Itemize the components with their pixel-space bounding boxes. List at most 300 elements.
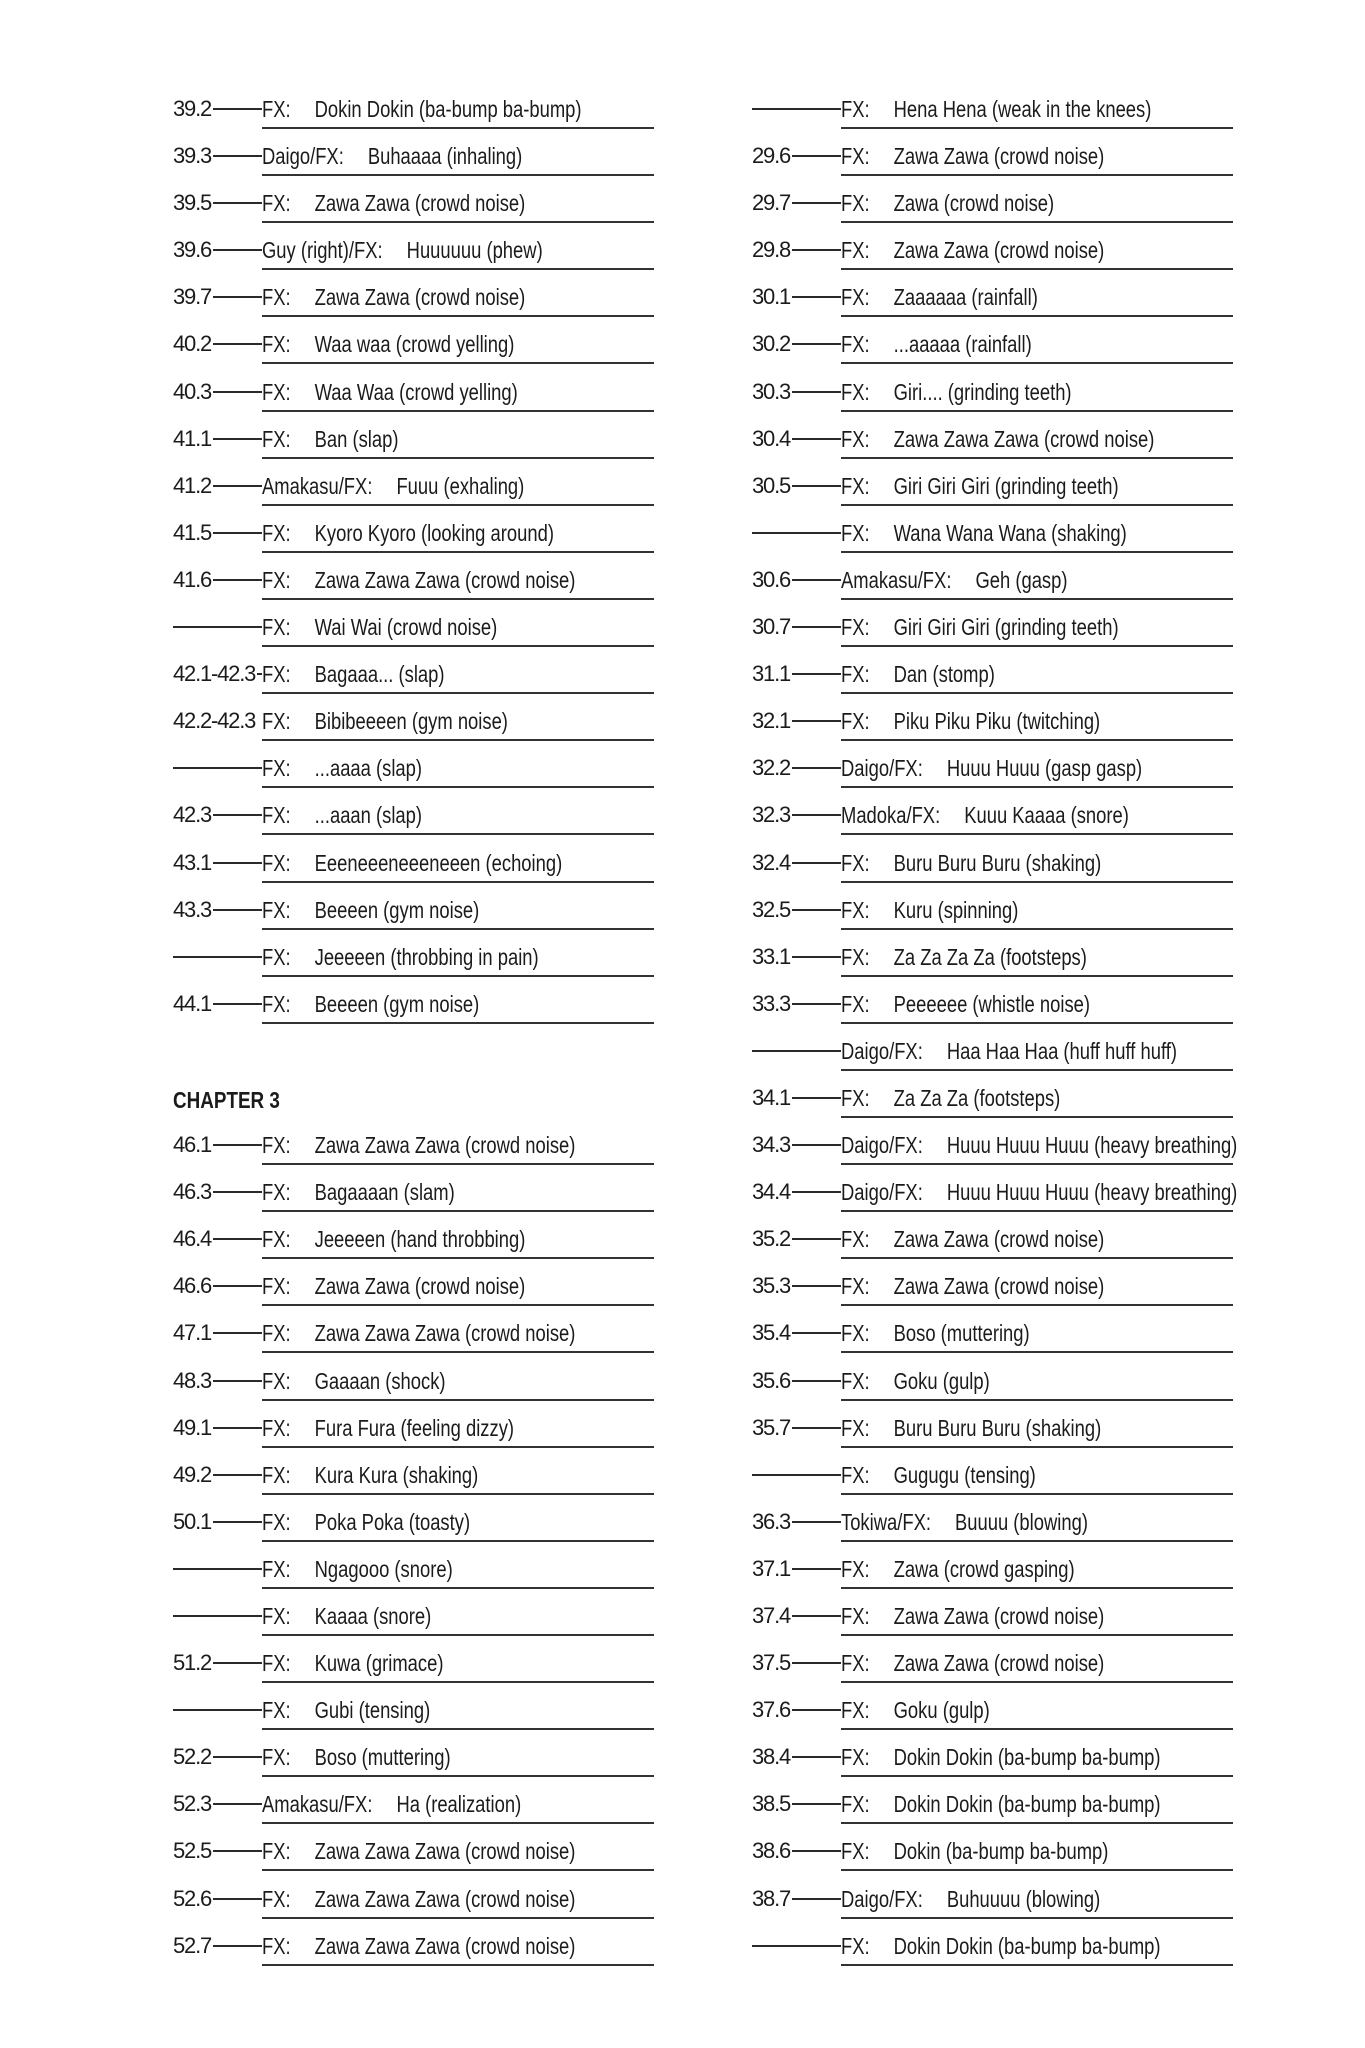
sfx-entry xyxy=(262,1460,654,1495)
leader-line xyxy=(792,1709,841,1711)
sfx-entry-row xyxy=(752,377,1233,424)
page-panel-ref xyxy=(173,942,262,972)
page-panel-ref xyxy=(173,1601,262,1631)
panel-number: 30.1 xyxy=(752,284,791,310)
sfx-entry-text xyxy=(262,237,543,264)
page-panel-ref xyxy=(752,329,841,359)
speaker-label: FX: xyxy=(262,1744,291,1771)
speaker-label: FX: xyxy=(262,896,291,923)
sfx-entry xyxy=(262,659,654,694)
sfx-translation: Zawa Zawa Zawa (crowd noise) xyxy=(314,1132,576,1159)
page-panel-ref xyxy=(752,753,841,783)
sfx-entry-row xyxy=(752,612,1233,659)
sfx-translation: Huuuuuu (phew) xyxy=(406,237,543,264)
speaker-label: FX: xyxy=(262,1132,291,1159)
panel-number: 30.3 xyxy=(752,378,791,404)
sfx-entry-text xyxy=(841,897,1018,924)
leader-line xyxy=(213,1191,262,1193)
leader-line xyxy=(792,1850,841,1852)
sfx-entry-text xyxy=(262,473,524,500)
sfx-entry-row xyxy=(752,1083,1233,1130)
sfx-entry-text xyxy=(841,991,1090,1018)
sfx-translation: Zawa Zawa Zawa (crowd noise) xyxy=(314,566,576,593)
sfx-translation: Haa Haa Haa (huff huff huff) xyxy=(946,1037,1177,1064)
leader-line xyxy=(792,1756,841,1758)
panel-number: 47.1 xyxy=(173,1320,212,1346)
leader-line xyxy=(752,1474,841,1476)
sfx-translation: Buhaaaa (inhaling) xyxy=(367,143,523,170)
sfx-entry-row xyxy=(752,659,1233,706)
sfx-entry xyxy=(841,235,1233,270)
speaker-label: FX: xyxy=(262,566,291,593)
panel-number: 29.7 xyxy=(752,190,791,216)
panel-number: 36.3 xyxy=(752,1508,791,1534)
sfx-entry xyxy=(841,518,1233,553)
leader-line xyxy=(213,1521,262,1523)
page-panel-ref xyxy=(752,282,841,312)
leader-line xyxy=(213,1427,262,1429)
leader-line xyxy=(213,438,262,440)
sfx-entry xyxy=(262,1177,654,1212)
page-panel-ref xyxy=(752,235,841,265)
leader-line xyxy=(213,296,262,298)
page-panel-ref xyxy=(173,1130,262,1160)
leader-line xyxy=(173,1568,262,1570)
panel-number: 32.5 xyxy=(752,896,791,922)
sfx-entry-row xyxy=(752,1507,1233,1554)
sfx-entry-row xyxy=(173,1742,654,1789)
sfx-entry xyxy=(841,329,1233,364)
leader-line xyxy=(173,626,262,628)
leader-line xyxy=(792,956,841,958)
speaker-label: FX: xyxy=(841,1603,870,1629)
page-panel-ref xyxy=(173,753,262,783)
panel-number: 30.4 xyxy=(752,425,791,451)
sfx-entry-row xyxy=(173,282,654,329)
sfx-entry-text xyxy=(262,614,497,641)
sfx-translation: Buru Buru Buru (shaking) xyxy=(893,1414,1102,1441)
sfx-entry-text xyxy=(841,567,1067,594)
sfx-entry-row xyxy=(752,565,1233,612)
sfx-entry-text xyxy=(841,379,1072,406)
sfx-entry xyxy=(262,565,654,600)
sfx-entry-text xyxy=(262,1132,575,1159)
page-panel-ref xyxy=(173,518,262,548)
sfx-entry-text xyxy=(841,1226,1104,1253)
right-column xyxy=(752,94,1238,1978)
sfx-entry-row xyxy=(752,1366,1233,1413)
sfx-entry xyxy=(262,377,654,412)
sfx-translation: Beeeen (gym noise) xyxy=(314,990,480,1017)
sfx-translation: Hena Hena (weak in the knees) xyxy=(893,96,1152,122)
sfx-entry-row xyxy=(173,1789,654,1836)
panel-number: 41.1 xyxy=(173,425,212,451)
page-panel-ref xyxy=(173,1695,262,1725)
page-panel-ref xyxy=(752,800,841,830)
sfx-entry-text xyxy=(262,1791,521,1818)
chapter-heading-row xyxy=(173,1083,654,1130)
speaker-label: FX: xyxy=(841,425,870,452)
page-panel-ref xyxy=(752,1036,841,1066)
sfx-entry-row xyxy=(752,1318,1233,1365)
speaker-label: FX: xyxy=(262,1932,291,1959)
page-panel-ref xyxy=(752,1130,841,1160)
sfx-entry-row xyxy=(752,1695,1233,1742)
sfx-entry xyxy=(262,1836,654,1871)
page-panel-ref xyxy=(173,471,262,501)
sfx-entry-text xyxy=(841,614,1119,641)
sfx-entry-text xyxy=(262,190,525,217)
speaker-label: FX: xyxy=(262,1650,291,1677)
speaker-label: FX: xyxy=(841,1461,870,1488)
sfx-translation: Dokin (ba-bump ba-bump) xyxy=(893,1838,1109,1865)
page-panel-ref xyxy=(752,1742,841,1772)
speaker-label: FX: xyxy=(841,1273,870,1300)
leader-line xyxy=(173,767,262,769)
sfx-translation: Dokin Dokin (ba-bump ba-bump) xyxy=(893,1744,1161,1771)
page-panel-ref xyxy=(173,989,262,1019)
page-panel-ref xyxy=(752,612,841,642)
sfx-entry xyxy=(262,989,654,1024)
sfx-entry xyxy=(841,1789,1233,1824)
sfx-entry-row xyxy=(173,1460,654,1507)
sfx-entry xyxy=(841,1083,1233,1118)
sfx-entry-text xyxy=(841,237,1104,264)
page-panel-ref xyxy=(752,471,841,501)
sfx-entry xyxy=(262,1130,654,1165)
sfx-translation: Giri.... (grinding teeth) xyxy=(893,378,1072,405)
leader-line xyxy=(213,1756,262,1758)
sfx-entry-text xyxy=(262,661,445,688)
sfx-entry-text xyxy=(841,331,1032,358)
leader-line xyxy=(173,956,262,958)
sfx-entry xyxy=(841,1601,1233,1636)
sfx-entry-row xyxy=(752,518,1233,565)
sfx-entry-text xyxy=(841,944,1087,971)
sfx-entry xyxy=(262,1601,654,1636)
leader-line xyxy=(213,391,262,393)
sfx-translation: Zawa Zawa Zawa (crowd noise) xyxy=(314,1838,576,1865)
panel-number: 35.3 xyxy=(752,1273,791,1299)
sfx-entry-text xyxy=(262,379,518,406)
sfx-entry xyxy=(262,329,654,364)
sfx-translation: Zawa Zawa (crowd noise) xyxy=(893,1603,1105,1629)
sfx-entry xyxy=(841,706,1233,741)
leader-line xyxy=(792,1191,841,1193)
sfx-entry-text xyxy=(841,1650,1104,1677)
sfx-translation: Zawa Zawa (crowd noise) xyxy=(893,1273,1105,1300)
sfx-entry-row xyxy=(173,1177,654,1224)
sfx-entry-text xyxy=(262,1933,575,1960)
speaker-label: Daigo/FX: xyxy=(262,143,344,170)
sfx-entry-row xyxy=(173,1836,654,1883)
sfx-entry-row xyxy=(752,895,1233,942)
leader-line xyxy=(213,1945,262,1947)
panel-number: 32.3 xyxy=(752,802,791,828)
sfx-translation: Zawa Zawa Zawa (crowd noise) xyxy=(314,1932,576,1959)
sfx-entry-row xyxy=(173,800,654,847)
leader-line xyxy=(792,1003,841,1005)
sfx-entry-row xyxy=(752,848,1233,895)
sfx-entry-text xyxy=(841,1556,1075,1583)
sfx-translation: Zawa Zawa (crowd noise) xyxy=(314,1273,526,1300)
panel-number: 39.2 xyxy=(173,96,212,121)
sfx-entry xyxy=(262,848,654,883)
panel-number: 35.6 xyxy=(752,1367,791,1393)
sfx-translation: Giri Giri Giri (grinding teeth) xyxy=(893,614,1119,641)
sfx-translation: Dokin Dokin (ba-bump ba-bump) xyxy=(893,1791,1161,1818)
page-panel-ref xyxy=(752,989,841,1019)
sfx-entry xyxy=(262,1507,654,1542)
speaker-label: FX: xyxy=(841,708,870,735)
panel-number: 52.6 xyxy=(173,1885,212,1911)
leader-line xyxy=(213,532,262,534)
sfx-translation: Gugugu (tensing) xyxy=(893,1461,1036,1488)
leader-line xyxy=(213,1662,262,1664)
sfx-entry xyxy=(841,1366,1233,1401)
panel-number: 41.5 xyxy=(173,519,212,545)
page-panel-ref xyxy=(173,235,262,265)
panel-number: 33.1 xyxy=(752,943,791,969)
page-panel-ref xyxy=(752,1413,841,1443)
page-panel-ref xyxy=(752,424,841,454)
sfx-entry xyxy=(841,659,1233,694)
sfx-entry-text xyxy=(262,284,525,311)
speaker-label: Daigo/FX: xyxy=(841,1179,923,1206)
sfx-translation: Kaaaa (snore) xyxy=(314,1603,432,1629)
sfx-entry xyxy=(841,1695,1233,1730)
sfx-translation: Bagaaaan (slam) xyxy=(314,1179,455,1206)
sfx-entry-row xyxy=(173,518,654,565)
sfx-entry-text xyxy=(841,190,1054,217)
page-panel-ref xyxy=(752,1271,841,1301)
panel-number: 30.6 xyxy=(752,566,791,592)
sfx-entry-row xyxy=(173,1507,654,1554)
panel-number: 41.6 xyxy=(173,566,212,592)
sfx-entry-row xyxy=(173,1224,654,1271)
page-panel-ref xyxy=(752,1931,841,1961)
page-panel-ref xyxy=(752,188,841,218)
sfx-entry-row xyxy=(752,424,1233,471)
leader-line xyxy=(752,1050,841,1052)
speaker-label: FX: xyxy=(262,1697,291,1724)
page-panel-ref xyxy=(173,141,262,171)
leader-line xyxy=(792,1662,841,1664)
panel-number: 52.5 xyxy=(173,1838,212,1864)
panel-number: 34.3 xyxy=(752,1132,791,1158)
leader-line xyxy=(752,532,841,534)
panel-number: 40.3 xyxy=(173,378,212,404)
sfx-entry xyxy=(841,942,1233,977)
sfx-translation: Zawa (crowd noise) xyxy=(893,190,1055,217)
sfx-entry-row xyxy=(752,141,1233,188)
sfx-entry-text xyxy=(841,755,1142,782)
speaker-label: FX: xyxy=(262,1414,291,1441)
sfx-translation: Buuuu (blowing) xyxy=(954,1508,1088,1535)
speaker-label: FX: xyxy=(841,896,870,923)
leader-line xyxy=(213,155,262,157)
sfx-entry-row xyxy=(173,565,654,612)
page-panel-ref xyxy=(173,377,262,407)
leader-line xyxy=(792,343,841,345)
page-panel-ref xyxy=(752,1789,841,1819)
sfx-translation: Wana Wana Wana (shaking) xyxy=(893,519,1127,546)
speaker-label: Daigo/FX: xyxy=(841,1885,923,1912)
sfx-entry xyxy=(262,1742,654,1777)
sfx-translation: Zawa Zawa (crowd noise) xyxy=(314,284,526,311)
sfx-entry xyxy=(262,424,654,459)
sfx-entry-text xyxy=(262,567,575,594)
sfx-entry xyxy=(262,753,654,788)
sfx-entry-row xyxy=(173,1318,654,1365)
sfx-entry-row xyxy=(173,1366,654,1413)
speaker-label: FX: xyxy=(262,1273,291,1300)
speaker-label: FX: xyxy=(262,708,291,735)
page-panel-ref xyxy=(173,895,262,925)
sfx-translation: Kuuu Kaaaa (snore) xyxy=(964,802,1129,829)
sfx-entry xyxy=(841,1177,1238,1212)
leader-line xyxy=(792,1097,841,1099)
sfx-entry-row xyxy=(752,235,1233,282)
panel-number: 37.6 xyxy=(752,1697,791,1723)
sfx-entry-row xyxy=(752,800,1233,847)
sfx-entry xyxy=(841,94,1233,129)
sfx-translation: Fura Fura (feeling dizzy) xyxy=(314,1414,515,1441)
sfx-translation: Goku (gulp) xyxy=(893,1367,990,1394)
speaker-label: FX: xyxy=(841,1555,870,1582)
leader-line xyxy=(792,1568,841,1570)
sfx-translation: Bagaaa... (slap) xyxy=(314,661,445,688)
sfx-translation: Kyoro Kyoro (looking around) xyxy=(314,519,554,546)
panel-number: 51.2 xyxy=(173,1650,212,1676)
sfx-translation: Kuwa (grimace) xyxy=(314,1650,444,1677)
leader-line xyxy=(792,155,841,157)
page-panel-ref xyxy=(173,188,262,218)
speaker-label: FX: xyxy=(262,943,291,970)
page-panel-ref xyxy=(173,800,262,830)
sfx-entry-row xyxy=(173,1648,654,1695)
page-panel-ref xyxy=(752,1648,841,1678)
sfx-translation: Peeeeee (whistle noise) xyxy=(893,990,1091,1017)
page-panel-ref xyxy=(173,424,262,454)
leader-line xyxy=(792,438,841,440)
speaker-label: FX: xyxy=(262,1603,291,1629)
panel-number: 30.2 xyxy=(752,331,791,357)
panel-number: 50.1 xyxy=(173,1508,212,1534)
sfx-translation: ...aaaaa (rainfall) xyxy=(893,331,1032,358)
sfx-entry-row xyxy=(173,989,654,1036)
sfx-entry xyxy=(841,1318,1233,1353)
sfx-entry-text xyxy=(262,755,422,782)
page-panel-ref xyxy=(752,565,841,595)
leader-line xyxy=(213,1850,262,1852)
sfx-translation: Wai Wai (crowd noise) xyxy=(314,614,498,641)
leader-line xyxy=(792,909,841,911)
sfx-entry-text xyxy=(262,1509,470,1536)
sfx-translation: Zawa Zawa Zawa (crowd noise) xyxy=(314,1320,576,1347)
sfx-translation: Gaaaan (shock) xyxy=(314,1367,446,1394)
sfx-entry xyxy=(841,1931,1233,1966)
panel-number: 49.2 xyxy=(173,1461,212,1487)
sfx-entry-row xyxy=(173,141,654,188)
sfx-translation: Ha (realization) xyxy=(396,1791,522,1818)
speaker-label: FX: xyxy=(262,284,291,311)
speaker-label: FX: xyxy=(841,378,870,405)
sfx-entry-row xyxy=(173,753,654,800)
page-panel-ref xyxy=(173,1460,262,1490)
sfx-entry-text xyxy=(262,1462,478,1489)
sfx-translation: Dokin Dokin (ba-bump ba-bump) xyxy=(314,96,582,122)
speaker-label: FX: xyxy=(841,237,870,264)
sfx-entry xyxy=(841,188,1233,223)
sfx-entry-text xyxy=(262,1320,575,1347)
leader-line xyxy=(792,1380,841,1382)
sfx-translation: Za Za Za Za (footsteps) xyxy=(893,943,1087,970)
page-panel-ref xyxy=(752,1460,841,1490)
sfx-entry-text xyxy=(841,96,1151,123)
sfx-entry-text xyxy=(841,1038,1177,1065)
speaker-label: Madoka/FX: xyxy=(841,802,941,829)
speaker-label: Tokiwa/FX: xyxy=(841,1508,931,1535)
panel-number: 32.4 xyxy=(752,849,791,875)
leader-line xyxy=(792,1238,841,1240)
sfx-entry-row xyxy=(752,753,1233,800)
panel-number: 34.4 xyxy=(752,1179,791,1205)
page-panel-ref xyxy=(173,1884,262,1914)
page-panel-ref xyxy=(752,942,841,972)
speaker-label: FX: xyxy=(841,331,870,358)
sfx-entry-text xyxy=(262,1368,446,1395)
sfx-translation: Buhuuuu (blowing) xyxy=(946,1885,1101,1912)
sfx-translation: Zawa Zawa (crowd noise) xyxy=(893,1226,1105,1253)
sfx-entry-row xyxy=(752,329,1233,376)
page-panel-ref xyxy=(173,94,262,124)
speaker-label: FX: xyxy=(841,661,870,688)
sfx-entry xyxy=(841,800,1233,835)
sfx-entry-text xyxy=(841,1933,1161,1960)
sfx-entry-row xyxy=(752,188,1233,235)
sfx-entry xyxy=(262,612,654,647)
sfx-entry xyxy=(841,1648,1233,1683)
page-panel-ref xyxy=(173,1789,262,1819)
sfx-entry-text xyxy=(262,143,522,170)
sfx-entry-text xyxy=(262,1273,525,1300)
sfx-translation: Kura Kura (shaking) xyxy=(314,1461,479,1488)
speaker-label: FX: xyxy=(262,378,291,405)
sfx-translation: ...aaaa (slap) xyxy=(314,755,423,782)
sfx-entry-text xyxy=(841,520,1127,547)
page-panel-ref xyxy=(752,94,841,124)
sfx-entry-row xyxy=(752,1130,1238,1177)
page-panel-ref xyxy=(752,1884,841,1914)
sfx-entry-row xyxy=(752,1836,1233,1883)
panel-number: 48.3 xyxy=(173,1367,212,1393)
sfx-entry xyxy=(841,471,1233,506)
speaker-label: Amakasu/FX: xyxy=(841,566,952,593)
sfx-entry-row xyxy=(173,1601,654,1648)
panel-number: 29.8 xyxy=(752,237,791,263)
sfx-entry-text xyxy=(262,1744,451,1771)
sfx-entry-text xyxy=(262,1697,430,1724)
page-panel-ref xyxy=(173,329,262,359)
sfx-entry-text xyxy=(262,1415,514,1442)
panel-number: 39.3 xyxy=(173,143,212,169)
speaker-label: FX: xyxy=(262,1179,291,1206)
sfx-entry-row xyxy=(752,1884,1233,1931)
leader-line xyxy=(792,249,841,251)
speaker-label: FX: xyxy=(262,755,291,782)
speaker-label: FX: xyxy=(841,1932,870,1959)
